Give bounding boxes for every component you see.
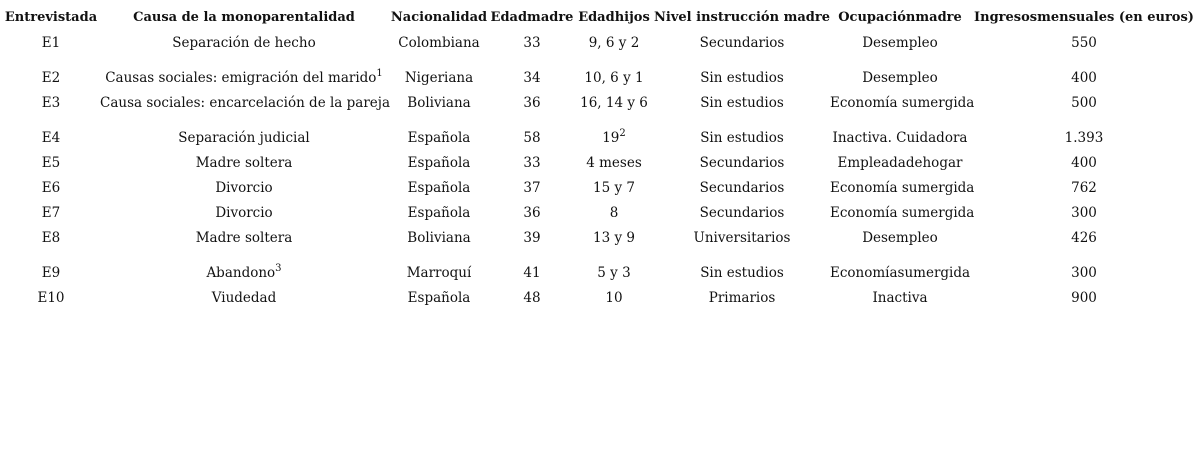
- cell-edad-madre: 48: [523, 289, 541, 306]
- header-causa: Causa de la monoparentalidad: [133, 9, 355, 25]
- cell-nacionalidad: Española: [407, 130, 471, 146]
- cell-edad-madre: 58: [523, 130, 541, 146]
- cell-ingresos: 300: [1071, 204, 1097, 221]
- cell-nivel: Secundarios: [699, 179, 785, 196]
- cell-ocupacion: Empleadadehogar: [837, 154, 963, 171]
- cell-ocupacion: Desempleo: [862, 229, 938, 246]
- cell-ocupacion: Economíasumergida: [830, 265, 971, 281]
- footnote-marker: 1: [376, 67, 383, 79]
- cell-causa-text: Madre soltera: [195, 154, 293, 171]
- header-edad-hijos: Edadhijos: [578, 9, 650, 25]
- cell-ingresos: 1.393: [1064, 130, 1104, 146]
- table-row: [2, 150, 1198, 175]
- cell-edad-hijos: [574, 30, 654, 55]
- header-nacionalidad: Nacionalidad: [390, 9, 488, 25]
- cell-causa: [100, 115, 388, 150]
- cell-id: E3: [41, 94, 61, 111]
- cell-nivel: Universitarios: [693, 229, 791, 246]
- cell-causa: [100, 90, 388, 115]
- cell-ingresos: 400: [1071, 70, 1097, 86]
- table-row: [2, 225, 1198, 250]
- cell-edad-madre: 36: [523, 204, 541, 221]
- cell-id: E1: [41, 34, 61, 51]
- cell-nacionalidad: Española: [407, 154, 471, 171]
- cell-nivel: Primarios: [708, 289, 776, 306]
- cell-nacionalidad: Colombiana: [398, 34, 480, 51]
- header-ingresos: Ingresosmensuales (en euros): [974, 9, 1194, 25]
- cell-nivel: Sin estudios: [700, 94, 784, 111]
- cell-causa: [100, 30, 388, 55]
- cell-edad-hijos: [574, 90, 654, 115]
- cell-edad-madre: 33: [523, 34, 541, 51]
- cell-edad-hijos: [574, 200, 654, 225]
- cell-nacionalidad: Boliviana: [407, 229, 471, 246]
- footnote-marker: 3: [275, 262, 282, 274]
- cell-edad-hijos-text: 8: [609, 204, 619, 221]
- cell-edad-madre: 33: [523, 154, 541, 171]
- cell-nacionalidad: Boliviana: [407, 94, 471, 111]
- cell-causa-text: Viudedad: [211, 289, 277, 306]
- cell-causa-text: Separación de hecho: [172, 34, 316, 51]
- cell-nacionalidad: Española: [407, 289, 471, 306]
- cell-id: E7: [41, 204, 61, 221]
- header-nivel-instruccion: Nivel instrucción madre: [654, 9, 830, 25]
- cell-nivel: Sin estudios: [700, 130, 784, 146]
- cell-causa: [100, 200, 388, 225]
- cell-ocupacion: Inactiva: [872, 289, 928, 306]
- cell-nacionalidad: Marroquí: [406, 265, 472, 281]
- cell-edad-hijos-text: 16, 14 y 6: [580, 94, 648, 111]
- cell-nacionalidad: Española: [407, 204, 471, 221]
- cell-edad-hijos: [574, 285, 654, 310]
- cell-causa-text: Abandono: [206, 265, 276, 281]
- cell-ingresos: 400: [1071, 154, 1097, 171]
- cell-ingresos: 500: [1071, 94, 1097, 111]
- cell-edad-madre: 34: [523, 70, 541, 86]
- cell-causa-text: Separación judicial: [178, 130, 310, 146]
- cell-id: E9: [41, 265, 61, 281]
- cell-id: E2: [41, 70, 61, 86]
- cell-edad-hijos-text: 4 meses: [586, 154, 642, 171]
- cell-nivel: Secundarios: [699, 34, 785, 51]
- table-row: [2, 175, 1198, 200]
- cell-edad-hijos: [574, 225, 654, 250]
- cell-ocupacion: Desempleo: [862, 70, 938, 86]
- cell-ocupacion: Inactiva. Cuidadora: [832, 130, 968, 146]
- cell-edad-hijos-text: 10: [605, 289, 623, 306]
- cell-causa: [100, 250, 388, 285]
- cell-edad-hijos-text: 10, 6 y 1: [584, 70, 644, 86]
- cell-edad-hijos: [574, 55, 654, 90]
- cell-edad-madre: 39: [523, 229, 541, 246]
- cell-ingresos: 426: [1071, 229, 1097, 246]
- header-ocupacion: Ocupaciónmadre: [838, 9, 962, 25]
- cell-causa-text: Causas sociales: emigración del marido: [105, 70, 377, 86]
- cell-ingresos: 762: [1071, 179, 1097, 196]
- cell-ingresos: 300: [1071, 265, 1097, 281]
- table-row: [2, 250, 1198, 285]
- table-row: [2, 115, 1198, 150]
- cell-causa: [100, 150, 388, 175]
- cell-id: E4: [41, 130, 61, 146]
- footnote-marker: 2: [619, 127, 626, 139]
- table-row: [2, 285, 1198, 310]
- cell-edad-hijos: [574, 175, 654, 200]
- cell-ingresos: 550: [1071, 34, 1097, 51]
- cell-ocupacion: Economía sumergida: [830, 94, 975, 111]
- interview-table: [2, 4, 1198, 310]
- cell-edad-hijos: [574, 250, 654, 285]
- cell-edad-hijos-text: 13 y 9: [593, 229, 635, 246]
- cell-nivel: Secundarios: [699, 154, 785, 171]
- cell-causa-text: Madre soltera: [195, 229, 293, 246]
- cell-causa: [100, 225, 388, 250]
- cell-edad-hijos: [574, 115, 654, 150]
- cell-id: E10: [37, 289, 65, 306]
- cell-nacionalidad: Española: [407, 179, 471, 196]
- cell-ingresos: 900: [1071, 289, 1097, 306]
- table-row: [2, 90, 1198, 115]
- header-edad-madre: Edadmadre: [490, 9, 574, 25]
- cell-edad-madre: 41: [523, 265, 541, 281]
- cell-nacionalidad: Nigeriana: [404, 70, 474, 86]
- header-entrevistada: Entrevistada: [4, 9, 98, 25]
- cell-causa: [100, 285, 388, 310]
- header-row: [2, 4, 1198, 30]
- cell-edad-hijos-text: 5 y 3: [597, 265, 631, 281]
- cell-ocupacion: Economía sumergida: [830, 179, 975, 196]
- cell-ocupacion: Desempleo: [862, 34, 938, 51]
- cell-edad-hijos-text: 9, 6 y 2: [588, 34, 640, 51]
- cell-causa: [100, 175, 388, 200]
- cell-nivel: Sin estudios: [700, 265, 784, 281]
- cell-nivel: Secundarios: [699, 204, 785, 221]
- cell-id: E6: [41, 179, 61, 196]
- cell-causa-text: Divorcio: [215, 179, 273, 196]
- cell-causa: [100, 55, 388, 90]
- table-body: [2, 30, 1198, 310]
- cell-edad-hijos-text: 15 y 7: [593, 179, 635, 196]
- table-row: [2, 200, 1198, 225]
- cell-edad-hijos-text: 19: [602, 130, 620, 146]
- table-row: [2, 55, 1198, 90]
- cell-edad-hijos: [574, 150, 654, 175]
- cell-ocupacion: Economía sumergida: [830, 204, 975, 221]
- cell-causa-text: Causa sociales: encarcelación de la pareja: [100, 94, 390, 111]
- cell-id: E5: [41, 154, 61, 171]
- cell-causa-text: Divorcio: [215, 204, 273, 221]
- cell-id: E8: [41, 229, 61, 246]
- cell-edad-madre: 37: [523, 179, 541, 196]
- table-row: [2, 30, 1198, 55]
- cell-nivel: Sin estudios: [700, 70, 784, 86]
- cell-edad-madre: 36: [523, 94, 541, 111]
